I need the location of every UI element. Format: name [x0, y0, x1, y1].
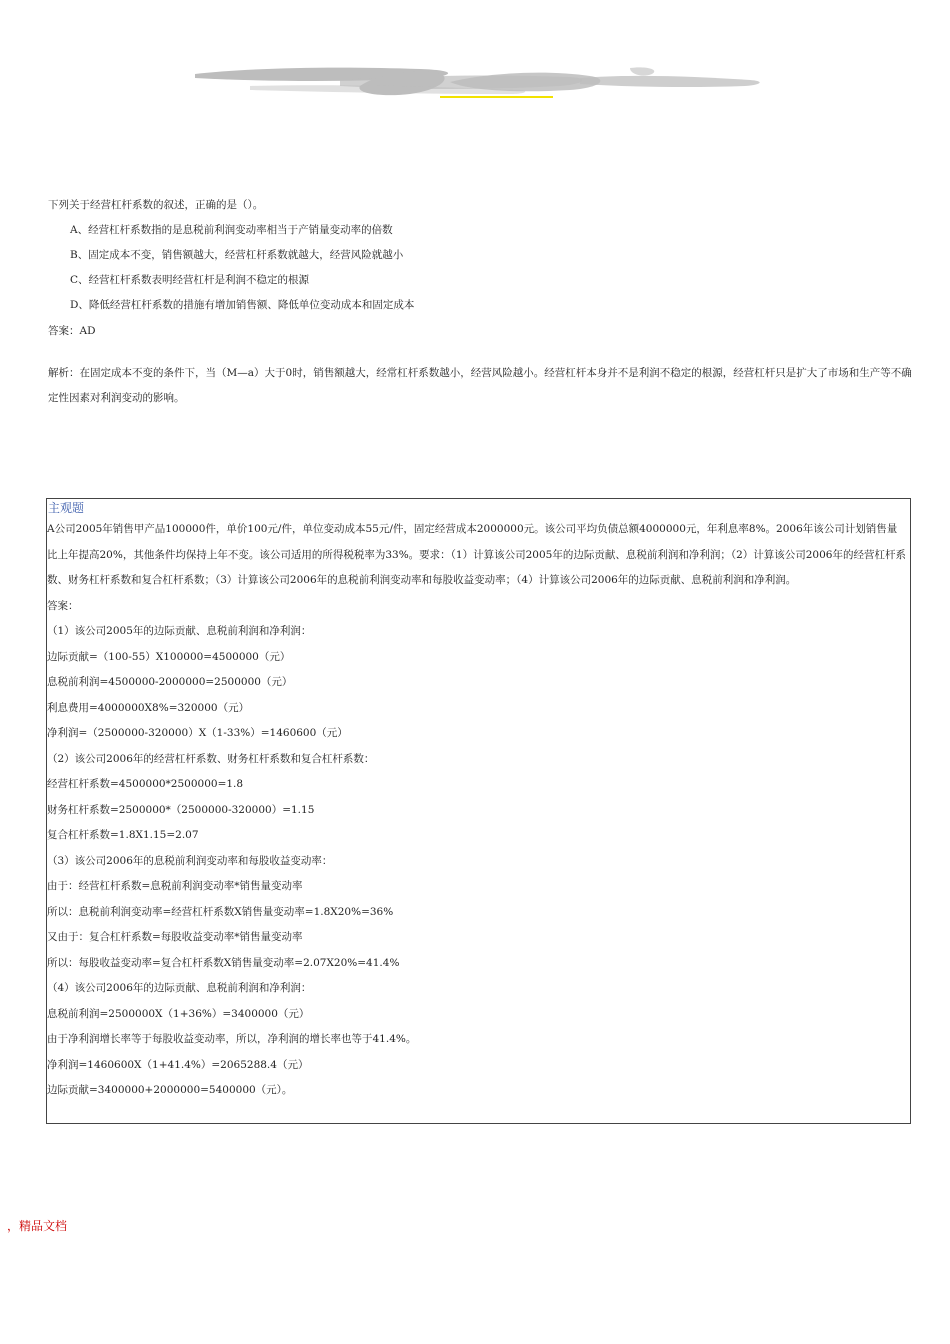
- question-answer: 答案：AD: [48, 325, 96, 337]
- question-stem: 下列关于经营杠杆系数的叙述，正确的是（）。: [48, 199, 264, 211]
- subjective-question-box: [46, 498, 911, 1124]
- solution-line: 息税前利润=2500000X（1+36%）=3400000（元）: [47, 1007, 310, 1020]
- solution-line: 由于：经营杠杆系数=息税前利润变动率*销售量变动率: [47, 880, 303, 892]
- solution-line: （3）该公司2006年的息税前利润变动率和每股收益变动率：: [47, 854, 333, 867]
- solution-line: 经营杠杆系数=4500000*2500000=1.8: [47, 778, 244, 790]
- option-a: A、经营杠杆系数指的是息税前利润变动率相当于产销量变动率的倍数: [70, 224, 393, 236]
- solution-line: 答案：: [47, 599, 79, 612]
- option-d: D、降低经营杠杆系数的措施有增加销售额、降低单位变动成本和固定成本: [70, 299, 415, 311]
- solution-line: 利息费用=4000000X8%=320000（元）: [47, 701, 250, 714]
- solution-line: 边际贡献=3400000+2000000=5400000（元）。: [47, 1084, 293, 1096]
- subjective-title: 主观题: [48, 501, 85, 515]
- solution-line: （4）该公司2006年的边际贡献、息税前利润和净利润：: [47, 982, 312, 994]
- solution-line: 息税前利润=4500000-2000000=2500000（元）: [47, 676, 293, 688]
- solution-line: 又由于：复合杠杆系数=每股收益变动率*销售量变动率: [47, 931, 303, 943]
- question-analysis: 解析：在固定成本不变的条件下，当（M—a）大于0时，销售额越大，经常杠杆系数越小，经营风险越小。经营杠杆本身并不是利润不稳定的根源，经营杠杆只是扩大了市场和生产等不确定性因素对利润变动的影响。: [48, 367, 912, 404]
- solution-line: 复合杠杆系数=1.8X1.15=2.07: [47, 829, 199, 841]
- option-b: B、固定成本不变，销售额越大，经营杠杆系数就越大，经营风险就越小: [70, 249, 404, 261]
- multiple-choice-question: [48, 192, 918, 411]
- solution-line: 所以：息税前利润变动率=经营杠杆系数X销售量变动率=1.8X20%=36%: [47, 905, 394, 918]
- footer-watermark-text: ，精品文档: [7, 1219, 68, 1233]
- solution-line: 由于净利润增长率等于每股收益变动率，所以，净利润的增长率也等于41.4%。: [47, 1033, 417, 1045]
- solution-line: 财务杠杆系数=2500000*（2500000-320000）=1.15: [47, 803, 315, 816]
- subjective-problem: A公司2005年销售甲产品100000件，单价100元/件，单位变动成本55元/件，固定经营成本2000000元。该公司平均负债总额4000000元，年利息率8%。2006年该公司计划销售量比上年提高20%，其他条件均保持上年不变。该公司适用的所得税税率为33%。要求：（1）计算该公司2005年的边际贡献、息税前利润和净利润；（2）计算该公司2006年的经营杠杆系数、财务杠杆系数和复合杠杆系数；（3）计算该公司2006年的息税前利润变动率和每股收益变动率；（4）计算该公司2006年的边际贡献、息税前利润和净利润。: [47, 523, 906, 586]
- solution-line: 净利润=1460600X（1+41.4%）=2065288.4（元）: [47, 1058, 309, 1071]
- solution-line: 边际贡献=（100-55）X100000=4500000（元）: [47, 650, 291, 663]
- header-logo-graphic: [190, 60, 770, 106]
- solution-line: 净利润=（2500000-320000）X（1-33%）=1460600（元）: [47, 727, 348, 739]
- solution-line: （1）该公司2005年的边际贡献、息税前利润和净利润：: [47, 625, 312, 637]
- solution-line: 所以：每股收益变动率=复合杠杆系数X销售量变动率=2.07X20%=41.4%: [47, 956, 400, 969]
- option-c: C、经营杠杆系数表明经营杠杆是利润不稳定的根源: [70, 274, 310, 286]
- solution-line: （2）该公司2006年的经营杠杆系数、财务杠杆系数和复合杠杆系数：: [47, 752, 375, 765]
